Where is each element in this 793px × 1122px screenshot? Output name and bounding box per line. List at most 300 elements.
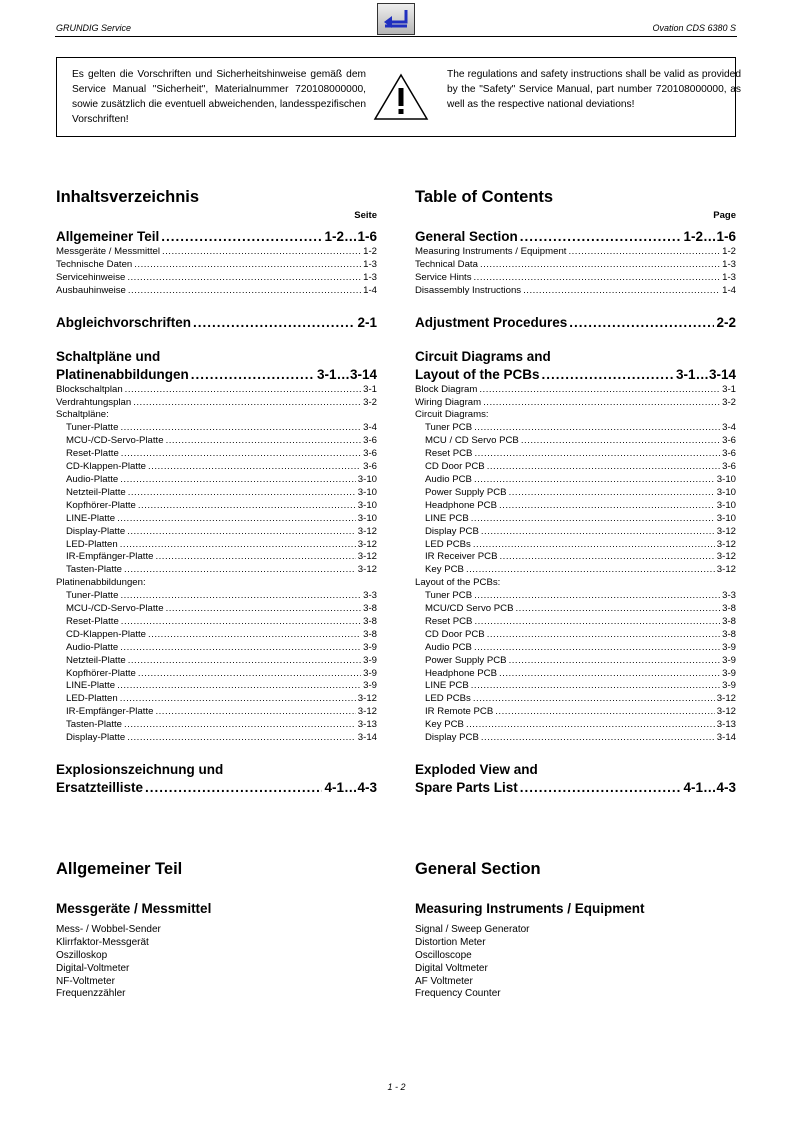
leader-dots <box>542 366 674 384</box>
list-item: Signal / Sweep Generator <box>415 924 530 935</box>
toc-entry-page: 1-2 <box>363 246 377 257</box>
toc-entry[interactable] <box>415 551 736 564</box>
toc-entry-page: 3-9 <box>363 641 377 653</box>
toc-entry-page: 1-3 <box>363 271 377 283</box>
section-title: Ersatzteilliste <box>56 780 144 795</box>
toc-section-3[interactable] <box>56 366 377 384</box>
subgroup-label: Schaltpläne: <box>56 409 109 421</box>
toc-section-3-items <box>56 384 377 410</box>
toc-entry-page: 3-3 <box>363 590 377 602</box>
toc-entry-label: Messgeräte / Messmittel <box>56 246 160 257</box>
leader-dots <box>148 461 361 474</box>
list-item: Oscilloscope <box>415 949 472 961</box>
leader-dots <box>121 448 361 461</box>
toc-entry-label: Kopfhörer-Platte <box>66 499 136 511</box>
toc-entry[interactable] <box>415 590 736 603</box>
leader-dots <box>516 603 721 616</box>
section-pages: 2-2 <box>716 314 736 330</box>
list-item: NF-Voltmeter <box>56 975 115 987</box>
section-heading: General Section <box>415 860 541 878</box>
toc-entry-page: 3-8 <box>363 628 377 640</box>
leader-dots <box>466 719 715 732</box>
toc-entry-label: Tasten-Platte <box>66 719 122 731</box>
page-column-label: Seite <box>354 210 377 221</box>
leader-dots <box>133 397 361 410</box>
toc-entry-label: Netzteil-Platte <box>66 654 126 666</box>
toc-entry-label: Headphone PCB <box>425 499 498 511</box>
toc-entry-label: Blockschaltplan <box>56 383 123 395</box>
toc-entry-page: 1-4 <box>722 284 736 296</box>
leader-dots <box>568 246 720 259</box>
toc-entry[interactable] <box>56 539 377 552</box>
leader-dots <box>128 285 361 298</box>
leader-dots <box>193 314 355 332</box>
toc-entry-page: 3-8 <box>722 603 736 615</box>
toc-entry[interactable] <box>56 461 377 474</box>
toc-entry[interactable] <box>56 629 377 642</box>
leader-dots <box>474 616 720 629</box>
toc-entry[interactable] <box>415 474 736 487</box>
leader-dots <box>121 616 361 629</box>
toc-layout-items <box>56 590 377 745</box>
leader-dots <box>520 779 682 797</box>
toc-entry-label: LED PCBs <box>425 693 471 705</box>
toc-entry-page: 3-12 <box>357 564 377 576</box>
toc-entry[interactable] <box>56 422 377 435</box>
toc-entry[interactable] <box>415 526 736 539</box>
toc-entry[interactable] <box>56 668 377 681</box>
header-manufacturer: GRUNDIG Service <box>56 23 132 33</box>
leader-dots <box>128 487 356 500</box>
toc-entry[interactable] <box>56 435 377 448</box>
leader-dots <box>471 680 720 693</box>
leader-dots <box>127 732 356 745</box>
toc-entry-page: 3-12 <box>716 693 736 705</box>
toc-section-1-items <box>56 246 377 298</box>
toc-entry-page: 3-6 <box>363 448 377 460</box>
leader-dots <box>471 513 715 526</box>
toc-entry-page: 3-6 <box>363 435 377 447</box>
section-title: Allgemeiner Teil <box>56 229 160 244</box>
leader-dots <box>138 500 356 513</box>
toc-entry[interactable] <box>415 539 736 552</box>
leader-dots <box>127 526 356 539</box>
leader-dots <box>474 272 721 285</box>
section-pages: 1-2…1-6 <box>324 229 377 244</box>
leader-dots <box>474 590 720 603</box>
leader-dots <box>124 564 356 577</box>
toc-entry-label: Audio-Platte <box>66 641 119 653</box>
toc-entry-page: 3-10 <box>716 486 736 498</box>
warning-triangle-icon <box>372 72 430 122</box>
section-pages: 3-1…3-14 <box>316 366 377 382</box>
leader-dots <box>499 500 715 513</box>
toc-entry-label: Display-Platte <box>66 525 126 537</box>
toc-entry-label: CD Door PCB <box>425 461 485 473</box>
subgroup-label: Layout of the PCBs: <box>415 577 501 589</box>
section-pages: 3-1…3-14 <box>675 366 736 382</box>
toc-entry-page: 3-12 <box>357 551 377 563</box>
leader-dots <box>155 706 355 719</box>
toc-section-1-items <box>415 246 736 298</box>
toc-entry-page: 3-12 <box>357 706 377 718</box>
toc-section-4[interactable] <box>56 779 377 797</box>
toc-entry[interactable] <box>415 461 736 474</box>
toc-entry-page: 3-12 <box>716 551 736 563</box>
subsection-heading: Measuring Instruments / Equipment <box>415 901 645 916</box>
toc-entry-page: 3-14 <box>716 732 736 744</box>
toc-entry-label: Power Supply PCB <box>425 654 507 666</box>
leader-dots <box>166 603 362 616</box>
leader-dots <box>145 779 322 797</box>
toc-entry-page: 3-9 <box>722 641 736 653</box>
leader-dots <box>127 272 361 285</box>
leader-dots <box>120 590 361 603</box>
toc-entry[interactable] <box>415 272 736 285</box>
toc-entry[interactable] <box>56 384 377 397</box>
toc-entry-page: 1-4 <box>363 284 377 296</box>
toc-entry-page: 3-10 <box>716 512 736 524</box>
toc-entry[interactable] <box>415 603 736 616</box>
back-button[interactable] <box>377 3 415 35</box>
toc-entry[interactable] <box>56 513 377 526</box>
leader-dots <box>161 228 322 246</box>
leader-dots <box>117 513 356 526</box>
leader-dots <box>481 526 715 539</box>
toc-entry-page: 3-10 <box>357 499 377 511</box>
toc-entry-label: Kopfhörer-Platte <box>66 667 136 679</box>
toc-entry[interactable] <box>56 693 377 706</box>
toc-entry-label: LINE PCB <box>425 512 469 524</box>
toc-entry-page: 3-8 <box>363 603 377 615</box>
toc-entry-label: LINE-Platte <box>66 512 116 524</box>
toc-entry-label: Tasten-Platte <box>66 564 122 576</box>
toc-entry[interactable] <box>56 551 377 564</box>
toc-entry[interactable] <box>415 422 736 435</box>
toc-entry[interactable] <box>415 487 736 500</box>
leader-dots <box>487 461 720 474</box>
toc-entry-page: 1-3 <box>722 271 736 283</box>
toc-entry-label: MCU-/CD-Servo-Platte <box>66 603 164 615</box>
toc-entry[interactable] <box>56 655 377 668</box>
page-column-label: Page <box>713 210 736 221</box>
leader-dots <box>120 539 356 552</box>
toc-entry[interactable] <box>415 693 736 706</box>
section-title: Adjustment Procedures <box>415 314 568 330</box>
toc-entry-page: 3-8 <box>722 615 736 627</box>
toc-entry-label: Audio PCB <box>425 473 472 485</box>
section-title-line1: Exploded View and <box>415 762 538 777</box>
toc-entry-page: 3-12 <box>716 706 736 718</box>
toc-entry[interactable] <box>56 719 377 732</box>
toc-entry-label: Display PCB <box>425 525 479 537</box>
section-title-line1: Explosionszeichnung und <box>56 762 224 777</box>
toc-entry[interactable] <box>415 616 736 629</box>
leader-dots <box>487 629 720 642</box>
toc-entry[interactable] <box>56 706 377 719</box>
toc-entry-page: 3-1 <box>722 383 736 395</box>
toc-entry-label: IR-Empfänger-Platte <box>66 706 154 718</box>
toc-entry-page: 3-9 <box>722 680 736 692</box>
list-item: AF Voltmeter <box>415 975 473 987</box>
leader-dots <box>474 448 720 461</box>
toc-entry-label: Display-Platte <box>66 732 126 744</box>
toc-entry[interactable] <box>56 246 377 259</box>
return-arrow-icon <box>381 7 411 31</box>
toc-entry-page: 3-6 <box>722 461 736 473</box>
toc-section-2[interactable] <box>415 314 736 332</box>
toc-entry-label: Power Supply PCB <box>425 486 507 498</box>
toc-entry-label: LINE-Platte <box>66 680 116 692</box>
toc-entry-page: 3-4 <box>363 422 377 434</box>
toc-entry[interactable] <box>56 285 377 298</box>
toc-entry-label: Audio PCB <box>425 641 472 653</box>
toc-entry-label: Key PCB <box>425 564 464 576</box>
toc-entry-label: MCU-/CD-Servo-Platte <box>66 435 164 447</box>
toc-entry[interactable] <box>56 448 377 461</box>
toc-entry-label: Block Diagram <box>415 383 478 395</box>
toc-entry-page: 3-13 <box>357 719 377 731</box>
toc-entry-page: 3-9 <box>722 667 736 679</box>
leader-dots <box>500 551 715 564</box>
toc-entry[interactable] <box>415 642 736 655</box>
list-item: Digital Voltmeter <box>415 962 488 974</box>
toc-entry-label: IR-Empfänger-Platte <box>66 551 154 563</box>
toc-entry-label: Measuring Instruments / Equipment <box>415 246 567 257</box>
toc-entry-page: 3-2 <box>363 396 377 408</box>
toc-entry[interactable] <box>415 732 736 745</box>
toc-entry[interactable] <box>56 526 377 539</box>
toc-entry[interactable] <box>56 474 377 487</box>
toc-entry-label: Service Hints <box>415 271 472 283</box>
toc-entry-label: Tuner-Platte <box>66 590 119 602</box>
toc-entry-page: 1-3 <box>363 258 377 270</box>
toc-entry-page: 3-9 <box>363 667 377 679</box>
toc-entry[interactable] <box>56 272 377 285</box>
toc-entry[interactable] <box>56 397 377 410</box>
toc-entry[interactable] <box>415 680 736 693</box>
toc-entry-page: 1-2 <box>722 246 736 257</box>
toc-entry-page: 3-12 <box>357 525 377 537</box>
toc-entry[interactable] <box>56 487 377 500</box>
toc-entry-label: Wiring Diagram <box>415 396 482 408</box>
toc-layout-items <box>415 590 736 745</box>
toc-entry-label: Netzteil-Platte <box>66 486 126 498</box>
section-title: Platinenabbildungen <box>56 366 189 382</box>
toc-entry-page: 3-12 <box>357 693 377 705</box>
leader-dots <box>120 642 361 655</box>
toc-entry-label: Technical Data <box>415 258 478 270</box>
toc-entry-label: LED-Platten <box>66 538 118 550</box>
toc-section-1[interactable] <box>56 228 377 246</box>
toc-entry[interactable] <box>415 246 736 259</box>
toc-entry[interactable] <box>415 500 736 513</box>
toc-entry-label: CD-Klappen-Platte <box>66 628 146 640</box>
list-item: Digital-Voltmeter <box>56 962 130 974</box>
leader-dots <box>473 539 715 552</box>
toc-entry-page: 3-6 <box>363 461 377 473</box>
toc-section-3[interactable] <box>415 366 736 384</box>
section-title: General Section <box>415 229 518 244</box>
toc-entry-label: Tuner PCB <box>425 422 473 434</box>
section-title: Abgleichvorschriften <box>56 314 192 330</box>
section-title-line1: Circuit Diagrams and <box>415 348 551 364</box>
leader-dots <box>125 384 361 397</box>
toc-entry-page: 3-10 <box>357 473 377 485</box>
list-item: Oszilloskop <box>56 949 108 961</box>
toc-entry-page: 3-8 <box>363 615 377 627</box>
toc-title: Table of Contents <box>415 188 554 206</box>
leader-dots <box>483 397 720 410</box>
toc-schematics-items <box>415 422 736 577</box>
toc-entry[interactable] <box>56 616 377 629</box>
toc-entry-label: LED-Platten <box>66 693 118 705</box>
toc-entry-label: Reset PCB <box>425 615 473 627</box>
leader-dots <box>120 422 361 435</box>
leader-dots <box>124 719 356 732</box>
page-number: 1 - 2 <box>387 1082 406 1092</box>
leader-dots <box>569 314 714 332</box>
toc-entry[interactable] <box>56 564 377 577</box>
leader-dots <box>191 366 315 384</box>
toc-entry-label: CD-Klappen-Platte <box>66 461 146 473</box>
leader-dots <box>473 693 715 706</box>
section-pages: 1-2…1-6 <box>683 229 736 244</box>
list-item: Klirrfaktor-Messgerät <box>56 936 149 948</box>
leader-dots <box>148 629 361 642</box>
toc-entry-page: 3-8 <box>722 628 736 640</box>
leader-dots <box>521 435 720 448</box>
toc-entry[interactable] <box>415 448 736 461</box>
leader-dots <box>155 551 355 564</box>
list-item: Frequency Counter <box>415 988 501 1000</box>
toc-entry-label: Audio-Platte <box>66 473 119 485</box>
leader-dots <box>474 474 715 487</box>
toc-section-4[interactable] <box>415 779 736 797</box>
toc-entry-label: Reset-Platte <box>66 615 119 627</box>
section-title: Spare Parts List <box>415 780 518 795</box>
leader-dots <box>479 384 720 397</box>
leader-dots <box>474 642 720 655</box>
toc-entry-label: IR Receiver PCB <box>425 551 498 563</box>
toc-entry-page: 3-6 <box>722 435 736 447</box>
section-pages: 4-1…4-3 <box>683 780 736 795</box>
toc-english <box>415 186 736 797</box>
toc-entry-page: 3-9 <box>363 654 377 666</box>
toc-entry-label: Display PCB <box>425 732 479 744</box>
leader-dots <box>120 474 356 487</box>
section-title-line1: Schaltpläne und <box>56 348 161 364</box>
toc-entry[interactable] <box>56 590 377 603</box>
toc-entry-page: 3-9 <box>722 654 736 666</box>
toc-entry-label: Tuner PCB <box>425 590 473 602</box>
toc-entry[interactable] <box>415 668 736 681</box>
toc-section-1[interactable] <box>415 228 736 246</box>
header-model: Ovation CDS 6380 S <box>652 23 736 33</box>
toc-entry-page: 3-10 <box>716 473 736 485</box>
toc-entry[interactable] <box>415 513 736 526</box>
leader-dots <box>466 564 715 577</box>
toc-entry-page: 3-12 <box>357 538 377 550</box>
safety-notice-box <box>56 57 741 137</box>
toc-entry[interactable] <box>415 706 736 719</box>
toc-entry[interactable] <box>415 564 736 577</box>
leader-dots <box>523 285 720 298</box>
leader-dots <box>138 668 361 681</box>
toc-entry[interactable] <box>56 259 377 272</box>
safety-text-en: The regulations and safety instructions shall be valid as provided by the "Safety" Service Manual, part number 720108000000, as well as the respective national deviations! <box>447 69 741 110</box>
toc-entry-page: 3-1 <box>363 383 377 395</box>
toc-entry[interactable] <box>56 642 377 655</box>
leader-dots <box>509 655 721 668</box>
toc-entry-label: Disassembly Instructions <box>415 284 522 296</box>
toc-entry-page: 1-3 <box>722 258 736 270</box>
toc-entry[interactable] <box>415 397 736 410</box>
toc-entry-page: 3-14 <box>357 732 377 744</box>
section-heading: Allgemeiner Teil <box>56 860 183 878</box>
toc-entry-page: 3-6 <box>722 448 736 460</box>
toc-entry[interactable] <box>415 435 736 448</box>
toc-entry-page: 3-10 <box>716 499 736 511</box>
toc-entry[interactable] <box>56 680 377 693</box>
toc-entry-label: Reset-Platte <box>66 448 119 460</box>
leader-dots <box>495 706 715 719</box>
toc-entry-label: Ausbauhinweise <box>56 284 126 296</box>
toc-entry[interactable] <box>415 259 736 272</box>
toc-entry-page: 3-10 <box>357 486 377 498</box>
toc-entry[interactable] <box>415 719 736 732</box>
leader-dots <box>480 259 720 272</box>
toc-entry-label: LINE PCB <box>425 680 469 692</box>
general-section-de <box>56 858 377 1001</box>
toc-entry-page: 3-3 <box>722 590 736 602</box>
general-section-en <box>415 858 736 1001</box>
toc-entry[interactable] <box>56 603 377 616</box>
leader-dots <box>499 668 720 681</box>
leader-dots <box>474 422 720 435</box>
leader-dots <box>117 680 361 693</box>
toc-entry-label: Technische Daten <box>56 258 133 270</box>
toc-entry-page: 3-2 <box>722 396 736 408</box>
leader-dots <box>162 246 361 259</box>
toc-entry-label: MCU / CD Servo PCB <box>425 435 519 447</box>
subsection-heading: Messgeräte / Messmittel <box>56 901 212 916</box>
toc-entry[interactable] <box>415 655 736 668</box>
list-item: Mess- / Wobbel-Sender <box>56 924 161 935</box>
toc-entry-label: CD Door PCB <box>425 628 485 640</box>
toc-entry-page: 3-12 <box>716 538 736 550</box>
toc-entry-label: Servicehinweise <box>56 271 126 283</box>
toc-entry[interactable] <box>415 285 736 298</box>
toc-entry[interactable] <box>415 629 736 642</box>
toc-section-2[interactable] <box>56 314 377 332</box>
list-item: Distortion Meter <box>415 936 486 948</box>
section-pages: 4-1…4-3 <box>324 780 377 795</box>
toc-entry-page: 3-12 <box>716 525 736 537</box>
toc-entry-label: Reset PCB <box>425 448 473 460</box>
toc-schematics-items <box>56 422 377 577</box>
leader-dots <box>166 435 362 448</box>
toc-entry[interactable] <box>415 384 736 397</box>
subgroup-label: Platinenabbildungen: <box>56 577 146 589</box>
leader-dots <box>481 732 715 745</box>
toc-entry[interactable] <box>56 500 377 513</box>
toc-entry[interactable] <box>56 732 377 745</box>
leader-dots <box>120 693 356 706</box>
toc-entry-page: 3-13 <box>716 719 736 731</box>
leader-dots <box>520 228 682 246</box>
toc-entry-page: 3-10 <box>357 512 377 524</box>
